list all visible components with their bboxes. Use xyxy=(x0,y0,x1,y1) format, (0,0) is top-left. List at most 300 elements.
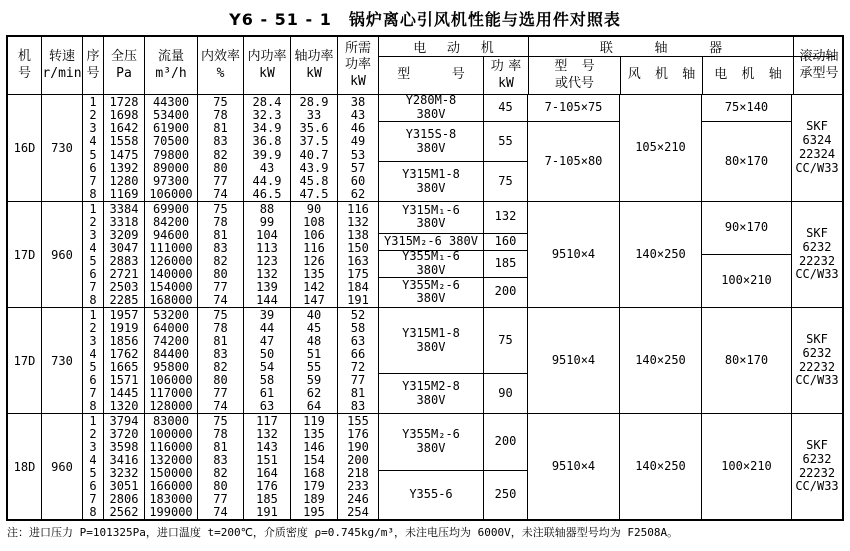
seq-cell: 4 xyxy=(89,240,97,255)
coupling-model-cell xyxy=(528,121,619,201)
motor-model-cell xyxy=(379,414,483,470)
required-power-cell: 72 xyxy=(350,360,366,375)
motor-power-text: 200 xyxy=(494,284,517,299)
pressure-cell: 1919 xyxy=(109,320,139,335)
efficiency-cell: 83 xyxy=(213,134,228,149)
pressure-cell: 2883 xyxy=(109,254,139,269)
flow-cell: 89000 xyxy=(152,160,190,175)
shaft-power-cell: 90 xyxy=(306,201,322,216)
pressure-cell: 1698 xyxy=(109,107,139,122)
efficiency-cell: 80 xyxy=(213,373,228,388)
seq-cell: 4 xyxy=(89,134,97,149)
motor-power-cell xyxy=(484,414,527,470)
col-group-motor-title: 电动机 xyxy=(379,37,549,57)
bearing-cell xyxy=(792,95,842,201)
motor-model-cell xyxy=(379,308,483,373)
motor-power-text: 200 xyxy=(494,434,517,449)
required-power-cell: 60 xyxy=(350,174,366,189)
shaft-power-cell: 179 xyxy=(303,479,325,494)
shaft-power-cell: 108 xyxy=(303,214,325,229)
motor-shaft-cell xyxy=(702,95,791,121)
flow-cell: 106000 xyxy=(149,187,193,202)
motor-model-text: Y355M₂-6 xyxy=(402,277,460,292)
required-power-cell: 81 xyxy=(350,386,366,401)
shaft-power-cell: 28.9 xyxy=(299,94,329,109)
flow-cell: 106000 xyxy=(149,373,193,388)
motor-model-cell xyxy=(379,277,483,307)
speed-cell: 960 xyxy=(51,247,73,262)
seq-cell: 8 xyxy=(89,399,97,414)
shaft-power-cell: 45 xyxy=(306,320,322,335)
fan-shaft-cell-text: 105×210 xyxy=(635,140,686,155)
pressure-cell: 1445 xyxy=(109,386,139,401)
col-header-shaft-power: 轴功率 kW xyxy=(291,37,338,94)
motor-power-cell xyxy=(484,373,527,413)
flow-cell: 69900 xyxy=(152,201,190,216)
motor-shaft-cell-text: 75×140 xyxy=(724,100,769,115)
pressure-cell: 1571 xyxy=(109,373,139,388)
efficiency-cell: 82 xyxy=(213,254,228,269)
shaft-power-cell: 33 xyxy=(306,107,322,122)
flow-cell: 97300 xyxy=(152,174,190,189)
efficiency-cell: 75 xyxy=(213,94,228,109)
coupling-model-cell-text: 9510×4 xyxy=(551,458,596,473)
required-power-cell: 233 xyxy=(347,479,369,494)
col-header-coupling-model: 型号 或代号 xyxy=(529,57,621,94)
shaft-power-cell: 40.7 xyxy=(299,147,329,162)
machine-no-cell: 16D xyxy=(13,141,36,155)
pressure-cell: 2285 xyxy=(109,293,139,308)
efficiency-cell: 78 xyxy=(213,107,228,122)
required-power-cell: 53 xyxy=(350,147,366,162)
flow-cell: 95800 xyxy=(152,360,190,375)
required-power-cell: 246 xyxy=(347,492,369,507)
machine-no-cell: 17D xyxy=(13,247,36,262)
bearing-text: 6232 xyxy=(802,239,832,254)
coupling-model-cell xyxy=(528,308,619,413)
flow-cell: 168000 xyxy=(149,293,193,308)
speed-cell: 730 xyxy=(51,353,73,368)
fan-shaft-cell-text: 140×250 xyxy=(635,352,686,367)
motor-model-text: 380V xyxy=(416,107,446,121)
internal-power-cell: 176 xyxy=(256,479,278,494)
pressure-cell: 3051 xyxy=(109,479,139,494)
bearing-text: CC/W33 xyxy=(795,267,839,282)
coupling-model-cell xyxy=(528,414,619,519)
pressure-cell: 2562 xyxy=(109,505,139,520)
internal-power-cell: 61 xyxy=(259,386,275,401)
motor-model-cell xyxy=(379,202,483,233)
motor-shaft-cell xyxy=(702,308,791,413)
required-power-cell: 38 xyxy=(350,94,366,109)
motor-power-text: 75 xyxy=(498,173,513,188)
col-header-seq: 序 号 xyxy=(83,37,104,94)
bearing-text: 22232 xyxy=(798,465,836,480)
motor-power-text: 250 xyxy=(494,487,517,502)
efficiency-cell: 80 xyxy=(213,479,228,494)
seq-cell: 6 xyxy=(89,373,97,388)
seq-cell: 6 xyxy=(89,160,97,175)
efficiency-cell: 80 xyxy=(213,160,228,175)
efficiency-cell: 81 xyxy=(213,439,228,454)
required-power-cell: 184 xyxy=(347,280,369,295)
efficiency-cell: 81 xyxy=(213,227,228,242)
internal-power-cell: 39 xyxy=(259,307,275,322)
required-power-cell: 116 xyxy=(347,201,369,216)
internal-power-cell: 99 xyxy=(259,214,275,229)
shaft-power-cell: 116 xyxy=(303,240,325,255)
pressure-cell: 3794 xyxy=(109,413,139,428)
efficiency-cell: 77 xyxy=(213,174,228,189)
motor-shaft-cell xyxy=(702,202,791,254)
seq-cell: 2 xyxy=(89,320,97,335)
footnote: 注：进口压力 P=101325Pa，进口温度 t=200℃，介质密度 ρ=0.745kg/m³，未注电压均为 6000V，未注联轴器型号均为 F2508A。 xyxy=(7,526,679,539)
pressure-cell: 1642 xyxy=(109,121,139,136)
seq-cell: 3 xyxy=(89,333,97,348)
required-power-cell: 83 xyxy=(350,399,366,414)
required-power-cell: 62 xyxy=(350,187,366,202)
coupling-model-cell-text: 9510×4 xyxy=(551,246,596,261)
seq-cell: 8 xyxy=(89,293,97,308)
internal-power-cell: 191 xyxy=(256,505,278,520)
efficiency-cell: 83 xyxy=(213,240,228,255)
required-power-cell: 254 xyxy=(347,505,369,520)
seq-cell: 7 xyxy=(89,386,97,401)
col-header-motor-shaft: 电机轴 xyxy=(714,67,797,83)
seq-cell: 8 xyxy=(89,505,97,520)
fan-shaft-cell xyxy=(620,95,701,201)
flow-cell: 70500 xyxy=(152,134,190,149)
pressure-cell: 3209 xyxy=(109,227,139,242)
pressure-cell: 3720 xyxy=(109,426,139,441)
required-power-cell: 150 xyxy=(347,240,369,255)
seq-cell: 2 xyxy=(89,426,97,441)
shaft-power-cell: 142 xyxy=(303,280,325,295)
bearing-text: SKF xyxy=(806,225,828,240)
internal-power-cell: 36.8 xyxy=(252,134,282,149)
internal-power-cell: 32.3 xyxy=(252,107,282,122)
efficiency-cell: 82 xyxy=(213,466,228,481)
required-power-cell: 175 xyxy=(347,267,369,282)
efficiency-cell: 77 xyxy=(213,280,228,295)
bearing-text: 22324 xyxy=(798,147,836,161)
motor-model-text: Y315M₁-6 xyxy=(402,202,460,217)
seq-cell: 5 xyxy=(89,466,97,481)
seq-cell: 3 xyxy=(89,121,97,136)
internal-power-cell: 132 xyxy=(256,267,278,282)
coupling-model-cell xyxy=(528,202,619,307)
shaft-power-cell: 189 xyxy=(303,492,325,507)
table-body xyxy=(8,95,842,519)
internal-power-cell: 143 xyxy=(256,439,278,454)
motor-shaft-cell xyxy=(702,414,791,519)
motor-model-cell xyxy=(379,121,483,161)
motor-power-text: 185 xyxy=(494,256,517,271)
seq-cell: 4 xyxy=(89,346,97,361)
shaft-power-cell: 154 xyxy=(303,452,325,467)
machine-no-cell: 17D xyxy=(13,353,36,368)
motor-model-cell xyxy=(379,233,483,251)
pressure-cell: 1762 xyxy=(109,346,139,361)
motor-model-text: 380V xyxy=(416,440,446,455)
coupling-model-cell-text: 9510×4 xyxy=(551,352,596,367)
seq-cell: 5 xyxy=(89,360,97,375)
col-header-machine-no: 机 号 xyxy=(8,37,42,94)
internal-power-cell: 164 xyxy=(256,466,278,481)
required-power-cell: 132 xyxy=(347,214,369,229)
motor-power-cell xyxy=(484,277,527,307)
internal-power-cell: 47 xyxy=(259,333,275,348)
col-header-flow: 流量 m³/h xyxy=(145,37,198,94)
flow-cell: 84400 xyxy=(152,346,190,361)
shaft-power-cell: 51 xyxy=(306,346,322,361)
internal-power-cell: 58 xyxy=(259,373,275,388)
bearing-text: CC/W33 xyxy=(795,479,839,494)
bearing-text: SKF xyxy=(806,437,828,452)
table-header xyxy=(8,37,842,95)
bearing-text: 6232 xyxy=(802,451,832,466)
shaft-power-cell: 59 xyxy=(306,373,322,388)
col-header-pressure: 全压 Pa xyxy=(104,37,145,94)
internal-power-cell: 139 xyxy=(256,280,278,295)
efficiency-cell: 74 xyxy=(213,293,228,308)
required-power-cell: 63 xyxy=(350,333,366,348)
efficiency-cell: 78 xyxy=(213,214,228,229)
flow-cell: 94600 xyxy=(152,227,190,242)
seq-cell: 7 xyxy=(89,174,97,189)
seq-cell: 3 xyxy=(89,227,97,242)
internal-power-cell: 39.9 xyxy=(252,147,282,162)
motor-power-text: 55 xyxy=(498,133,513,148)
shaft-power-cell: 40 xyxy=(306,307,322,322)
col-header-required-power: 所需 功率 kW xyxy=(338,37,379,94)
col-header-fan-shaft: 风机轴 xyxy=(621,57,703,94)
seq-cell: 3 xyxy=(89,439,97,454)
motor-power-text: 75 xyxy=(498,332,513,347)
motor-model-text: Y355M₁-6 xyxy=(402,249,460,264)
pressure-cell: 1728 xyxy=(109,94,139,109)
efficiency-cell: 83 xyxy=(213,346,228,361)
flow-cell: 117000 xyxy=(149,386,193,401)
bearing-text: 6324 xyxy=(802,133,832,148)
coupling-model-cell-text: 7-105×75 xyxy=(544,100,603,115)
internal-power-cell: 123 xyxy=(256,254,278,269)
seq-cell: 2 xyxy=(89,107,97,122)
fan-shaft-cell xyxy=(620,414,701,519)
efficiency-cell: 81 xyxy=(213,121,228,136)
motor-model-text: 380V xyxy=(416,262,446,277)
shaft-power-cell: 37.5 xyxy=(299,134,329,149)
motor-model-cell xyxy=(379,161,483,201)
shaft-power-cell: 47.5 xyxy=(299,187,329,202)
efficiency-cell: 75 xyxy=(213,413,228,428)
pressure-cell: 1665 xyxy=(109,360,139,375)
motor-power-text: 160 xyxy=(494,233,517,248)
motor-power-cell xyxy=(484,233,527,251)
internal-power-cell: 44.9 xyxy=(252,174,282,189)
pressure-cell: 1392 xyxy=(109,160,139,175)
col-header-motor-power: 功率 kW xyxy=(490,59,526,91)
shaft-power-cell: 135 xyxy=(303,426,325,441)
motor-model-text: 380V xyxy=(416,291,446,306)
col-header-efficiency: 内效率 % xyxy=(198,37,244,94)
required-power-cell: 58 xyxy=(350,320,366,335)
internal-power-cell: 34.9 xyxy=(252,121,282,136)
required-power-cell: 49 xyxy=(350,134,366,149)
required-power-cell: 52 xyxy=(350,307,366,322)
pressure-cell: 3232 xyxy=(109,466,139,481)
required-power-cell: 200 xyxy=(347,452,369,467)
efficiency-cell: 78 xyxy=(213,426,228,441)
bearing-cell xyxy=(792,202,842,307)
pressure-cell: 2721 xyxy=(109,267,139,282)
efficiency-cell: 75 xyxy=(213,201,228,216)
flow-cell: 132000 xyxy=(149,452,193,467)
pressure-cell: 3598 xyxy=(109,439,139,454)
shaft-power-cell: 168 xyxy=(303,466,325,481)
pressure-cell: 3416 xyxy=(109,452,139,467)
flow-cell: 64000 xyxy=(152,320,190,335)
efficiency-cell: 83 xyxy=(213,452,228,467)
flow-cell: 183000 xyxy=(149,492,193,507)
seq-cell: 5 xyxy=(89,254,97,269)
internal-power-cell: 113 xyxy=(256,240,278,255)
efficiency-cell: 77 xyxy=(213,492,228,507)
motor-power-cell xyxy=(484,250,527,277)
shaft-power-cell: 45.8 xyxy=(299,174,329,189)
internal-power-cell: 151 xyxy=(256,452,278,467)
page-title: Y6 - 51 - 1 锅炉离心引风机性能与选用件对照表 xyxy=(229,10,621,29)
motor-model-text: Y315M2-8 xyxy=(402,378,460,393)
flow-cell: 140000 xyxy=(149,267,193,282)
shaft-power-cell: 62 xyxy=(306,386,322,401)
efficiency-cell: 74 xyxy=(213,399,228,414)
bearing-text: SKF xyxy=(806,331,828,346)
pressure-cell: 1169 xyxy=(109,187,139,202)
required-power-cell: 218 xyxy=(347,466,369,481)
fan-shaft-cell xyxy=(620,308,701,413)
shaft-power-cell: 55 xyxy=(306,360,322,375)
motor-model-text: Y280M-8 xyxy=(405,93,457,108)
motor-model-text: Y315S-8 xyxy=(405,126,457,141)
motor-model-cell xyxy=(379,250,483,277)
efficiency-cell: 77 xyxy=(213,386,228,401)
fan-performance-table xyxy=(6,35,844,521)
seq-cell: 1 xyxy=(89,201,97,216)
col-header-motor-model: 型号 xyxy=(379,57,484,94)
machine-block xyxy=(8,201,842,307)
seq-cell: 1 xyxy=(89,307,97,322)
efficiency-cell: 74 xyxy=(213,187,228,202)
col-header-bearing: 滚动轴 承型号 xyxy=(799,49,839,81)
pressure-cell: 1475 xyxy=(109,147,139,162)
internal-power-cell: 50 xyxy=(259,346,275,361)
flow-cell: 150000 xyxy=(149,466,193,481)
motor-model-text: Y315M1-8 xyxy=(402,166,460,181)
machine-block xyxy=(8,95,842,201)
seq-cell: 2 xyxy=(89,214,97,229)
flow-cell: 100000 xyxy=(149,426,193,441)
internal-power-cell: 44 xyxy=(259,320,275,335)
coupling-model-cell xyxy=(528,95,619,121)
pressure-cell: 1957 xyxy=(109,307,139,322)
bearing-text: 22232 xyxy=(798,253,836,268)
motor-model-text: 380V xyxy=(416,392,446,407)
shaft-power-cell: 147 xyxy=(303,293,325,308)
internal-power-cell: 28.4 xyxy=(252,94,282,109)
flow-cell: 84200 xyxy=(152,214,190,229)
col-group-coupling-title: 联轴器 xyxy=(529,37,835,57)
shaft-power-cell: 106 xyxy=(303,227,325,242)
motor-power-cell xyxy=(484,95,527,121)
flow-cell: 128000 xyxy=(149,399,193,414)
motor-shaft-cell-text: 100×210 xyxy=(721,273,772,288)
pressure-cell: 1558 xyxy=(109,134,139,149)
efficiency-cell: 80 xyxy=(213,267,228,282)
motor-power-cell xyxy=(484,161,527,201)
flow-cell: 53200 xyxy=(152,307,190,322)
shaft-power-cell: 43.9 xyxy=(299,160,329,175)
motor-model-text: 380V xyxy=(416,216,446,231)
shaft-power-cell: 119 xyxy=(303,413,325,428)
flow-cell: 126000 xyxy=(149,254,193,269)
seq-cell: 6 xyxy=(89,267,97,282)
pressure-cell: 1320 xyxy=(109,399,139,414)
motor-model-text: Y355M₂-6 xyxy=(402,427,460,442)
bearing-text: CC/W33 xyxy=(795,373,839,388)
required-power-cell: 43 xyxy=(350,107,366,122)
flow-cell: 199000 xyxy=(149,505,193,520)
internal-power-cell: 43 xyxy=(259,160,275,175)
flow-cell: 154000 xyxy=(149,280,193,295)
speed-cell: 960 xyxy=(51,459,73,474)
motor-shaft-cell-text: 90×170 xyxy=(724,220,769,235)
required-power-cell: 77 xyxy=(350,373,366,388)
motor-shaft-cell xyxy=(702,121,791,201)
required-power-cell: 57 xyxy=(350,160,366,175)
required-power-cell: 155 xyxy=(347,413,369,428)
required-power-cell: 66 xyxy=(350,346,366,361)
internal-power-cell: 104 xyxy=(256,227,278,242)
internal-power-cell: 117 xyxy=(256,413,278,428)
motor-power-cell xyxy=(484,202,527,233)
shaft-power-cell: 126 xyxy=(303,254,325,269)
bearing-text: 6232 xyxy=(802,345,832,360)
flow-cell: 61900 xyxy=(152,121,190,136)
shaft-power-cell: 146 xyxy=(303,439,325,454)
motor-shaft-cell-text: 80×170 xyxy=(724,153,769,168)
bearing-text: SKF xyxy=(806,119,828,134)
pressure-cell: 1856 xyxy=(109,333,139,348)
motor-model-text: Y315M₂-6 380V xyxy=(384,233,478,248)
pressure-cell: 3047 xyxy=(109,240,139,255)
motor-shaft-cell-text: 100×210 xyxy=(721,458,772,473)
pressure-cell: 2503 xyxy=(109,280,139,295)
shaft-power-cell: 135 xyxy=(303,267,325,282)
flow-cell: 74200 xyxy=(152,333,190,348)
flow-cell: 116000 xyxy=(149,439,193,454)
seq-cell: 6 xyxy=(89,479,97,494)
shaft-power-cell: 35.6 xyxy=(299,121,329,136)
seq-cell: 4 xyxy=(89,452,97,467)
internal-power-cell: 63 xyxy=(259,399,275,414)
machine-block xyxy=(8,307,842,413)
pressure-cell: 1280 xyxy=(109,174,139,189)
motor-shaft-cell-text: 80×170 xyxy=(724,352,769,367)
shaft-power-cell: 195 xyxy=(303,505,325,520)
flow-cell: 44300 xyxy=(152,94,190,109)
seq-cell: 8 xyxy=(89,187,97,202)
